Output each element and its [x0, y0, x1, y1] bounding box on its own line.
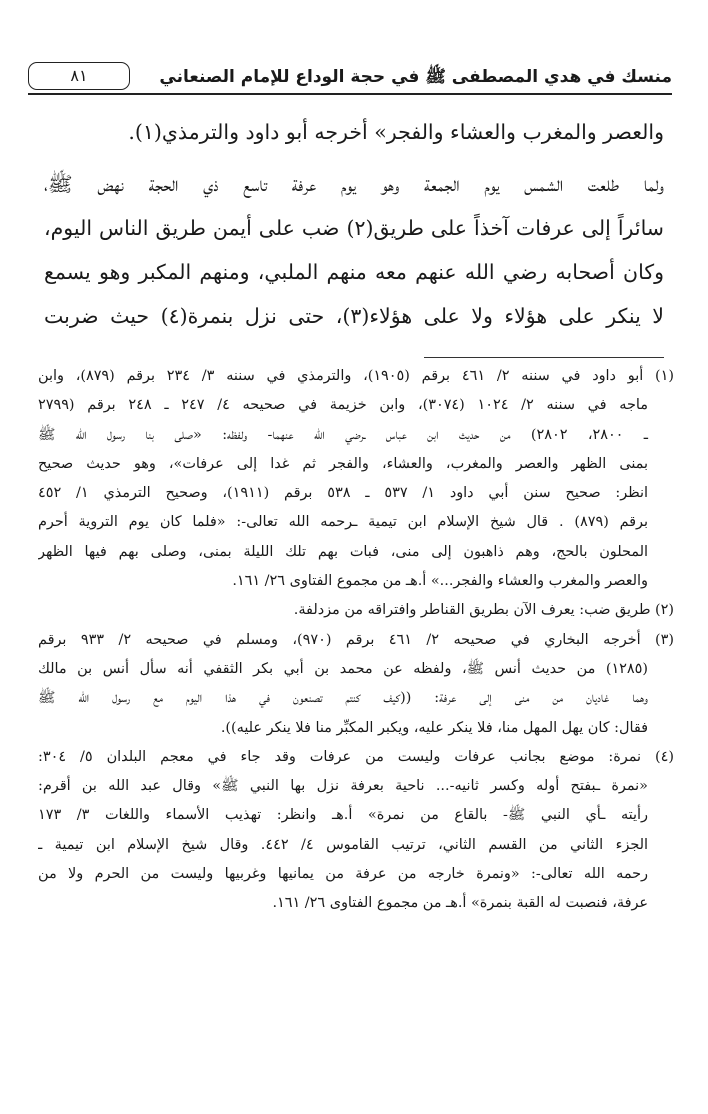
page-number: ٨١	[28, 62, 130, 90]
footnote-line: والعصر والمغرب والعشاء والفجر...» أ.هـ من مجموع الفتاوى ٢٦/ ١٦١.	[232, 573, 648, 590]
footnote-line: انظر: صحيح سنن أبي داود ١/ ٥٣٧ ـ ٥٣٨ برقم (١٩١١)، وصحيح الترمذي ١/ ٤٥٢	[38, 485, 648, 502]
footnote-line: رحمه الله تعالى-: «ونمرة خارجه من عرفة من يمانيها وغربيها وليست من الحرم ولا من	[38, 866, 648, 883]
running-title: منسك في هدي المصطفى ﷺ في حجة الوداع للإمام الصنعاني	[159, 67, 672, 87]
main-text	[44, 110, 664, 338]
footnote-divider	[424, 357, 664, 358]
page-header	[28, 60, 672, 96]
footnote-line: (٣) أخرجه البخاري في صحيحه ٢/ ٤٦١ برقم (٩٧٠)، ومسلم في صحيحه ٢/ ٩٣٣ برقم	[38, 631, 674, 648]
footnote-line: (١) أبو داود في سننه ٢/ ٤٦١ برقم (١٩٠٥)، والترمذي في سننه ٣/ ٢٣٤ برقم (٨٧٩)، وابن	[38, 368, 674, 384]
main-text-line: والعصر والمغرب والعشاء والفجر» أخرجه أبو داود والترمذي(١).	[128, 120, 664, 144]
footnote-line: برقم (٨٧٩) . قال شيخ الإسلام ابن تيمية ـرحمه الله تعالى-: «فلما كان يوم التروية أحرم	[38, 514, 649, 531]
footnote-line: الجزء الثاني من القسم الثاني، ترتيب القاموس ٤/ ٤٤٢. وقال شيخ الإسلام ابن تيمية ـ	[38, 836, 648, 853]
footnote-line: رأيته ـأي النبي ﷺ- بالقاع من نمرة» أ.هـ وانظر: تهذيب الأسماء واللغات ٣/ ١٧٣	[38, 807, 648, 824]
main-text-line: ولما طلعت الشمس يوم الجمعة وهو يوم عرفة تاسع ذي الحجة نهض ﷺ،	[44, 172, 664, 196]
footnote-line: ماجه في سننه ٢/ ١٠٢٤ (٣٠٧٤)، وابن خزيمة في صحيحه ٤/ ٢٤٧ ـ ٢٤٨ برقم (٢٧٩٩	[38, 397, 648, 414]
footnote-line: (٤) نمرة: موضع بجانب عرفات وليست من عرفات وقد جاء في معجم البلدان ٥/ ٣٠٤:	[38, 748, 674, 765]
main-text-line: سائراً إلى عرفات آخذاً على طريق(٢) ضب على أيمن طريق الناس اليوم،	[44, 216, 664, 240]
header-divider	[28, 93, 672, 95]
footnote-line: (١٢٨٥) من حديث أنس ﷺ، ولفظه عن محمد بن أبي بكر الثقفي أنه سأل أنس بن مالك	[38, 660, 648, 677]
main-text-line: لا ينكر على هؤلاء ولا على هؤلاء(٣)، حتى نزل بنمرة(٤) حيث ضربت	[44, 304, 664, 328]
main-text-line: وكان أصحابه رضي الله عنهم معه منهم الملبي، ومنهم المكبر وهو يسمع	[44, 260, 664, 284]
footnote-line: «نمرة ـبفتح أوله وكسر ثانيه-... ناحية بعرفة نزل بها النبي ﷺ» وقال عبد الله بن أقرم:	[38, 778, 648, 795]
footnote-line: ـ ٢٨٠٠، ٢٨٠٢) من حديث ابن عباس ـرضي الله عنهما- ولفظه: «صلى بنا رسول الله ﷺ	[38, 426, 648, 443]
footnote-line: بمنى الظهر والعصر والمغرب، والعشاء، والفجر ثم غدا إلى عرفات»، وهو حديث صحيح	[38, 455, 648, 472]
footnote-line: وهما غاديان من منى إلى عرفة: ((كيف كنتم تصنعون في هذا اليوم مع رسول الله ﷺ	[38, 690, 648, 707]
footnote-line: عرفة، فنصبت له القبة بنمرة» أ.هـ من مجموع الفتاوى ٢٦/ ١٦١.	[272, 895, 648, 912]
footnote-line: فقال: كان يهل المهل منا، فلا ينكر عليه، ويكبر المكبِّر منا فلا ينكر عليه)).	[220, 719, 648, 736]
footnote-line: المحلون بالحج، وهم ذاهبون إلى منى، فبات بهم تلك الليلة بمنى، وصلى بهم فيها الظهر	[38, 543, 648, 560]
footnotes	[38, 362, 674, 919]
footnote-line: (٢) طريق ضب: يعرف الآن بطريق القناطر وافتراقه من مزدلفة.	[293, 602, 674, 619]
